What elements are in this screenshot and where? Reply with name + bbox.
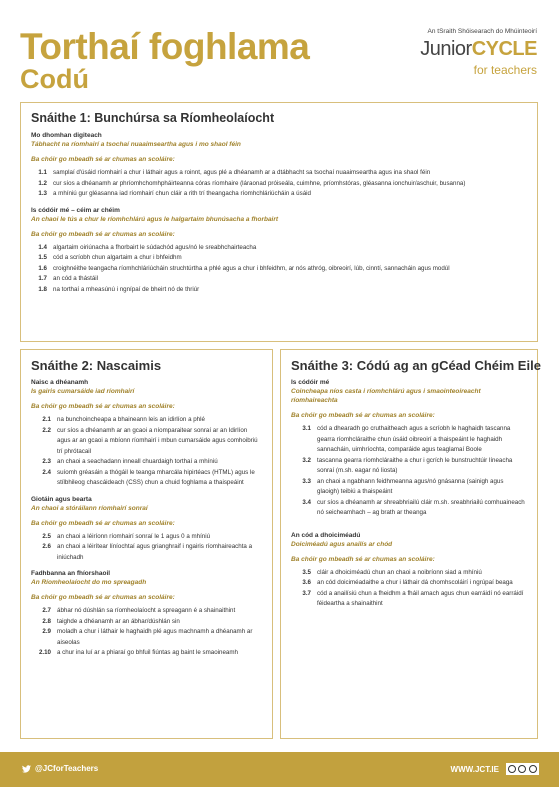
section-heading: Is códóir mé	[291, 379, 330, 386]
section-heading: Naisc a dhéanamh	[31, 379, 89, 386]
outcome-item: 2.7 ábhar nó dúshlán sa ríomheolaíocht a spreagann é a shainaithint	[42, 607, 236, 614]
outcome-item: 1.1 samplaí d'úsáid ríomhairí a chur i láthair agus a roinnt, agus plé a dhéanamh ar a dtábhacht sa tsochaí nuaaimseartha agus ina shaol féin	[38, 169, 431, 176]
website-link[interactable]: WWW.JCT.IE	[450, 765, 499, 774]
page-subtitle: Codú	[20, 64, 89, 94]
outcome-item: 2.10 a chur ina luí ar a phiaraí go bhfuil fiúntas ag baint le smaoineamh	[38, 649, 238, 656]
outcome-item: 3.4 cur síos a dhéanamh ar shreabhriailú cláir m.sh. sreabhriailú comhuaineach nó seicheamhach – ag brath ar theanga	[302, 498, 525, 516]
outcome-item: 1.7 an cód a thástáil	[38, 275, 99, 282]
outcome-item: 2.9 moladh a chur i láthair le haghaidh plé agus machnamh a dhéanamh ar aiseolas	[42, 628, 253, 646]
section-subheading: Is gairis cumarsáide iad ríomhairí	[31, 388, 135, 395]
section-subheading: Tábhacht na ríomhairí a tsochaí nuaaimseartha agus i mo shaol féin	[31, 141, 241, 148]
page-title: Torthaí foghlama	[20, 26, 310, 67]
outcome-item: 2.6 an chaoi a léirítear líníochtaí agus grianghraif i ngairis ríomhaireachta a iniúchadh	[42, 543, 253, 561]
learning-outcomes-heading: Ba chóir go mbeadh sé ar chumas an scoláire:	[31, 156, 175, 163]
outcome-item: 2.4 suíomh gréasáin a thógáil le teanga mharcála hipirtéacs (HTML) agus le stílbhileog chascáideach (CSS) chun a chuid foghlama a thaispeáint	[42, 468, 255, 486]
strand-2-box	[20, 349, 273, 739]
section-heading: Is códóir mé – céim ar chéim	[31, 206, 120, 214]
brand-cycle: CYCLE	[471, 38, 537, 60]
section-heading: Fadhbanna an fhíorshaoil	[31, 570, 111, 577]
outcome-item: 1.5 cód a scríobh chun algartaim a chur i bhfeidhm	[38, 254, 182, 261]
section-subheading: An Ríomheolaíocht do mo spreagadh	[31, 579, 147, 586]
section-subheading: An chaoi a stóráilann ríomhairí sonraí	[31, 504, 148, 512]
twitter-handle-text: @JCforTeachers	[35, 764, 99, 773]
twitter-icon	[22, 765, 31, 773]
section-heading: An cód a dhoiciméadú	[291, 531, 361, 539]
strand-1-box	[20, 102, 538, 342]
section-subheading: Coincheapa níos casta i ríomhchlárú agus i smaointeoireacht ríomhaireachta	[291, 388, 481, 404]
outcome-list	[31, 415, 262, 489]
outcome-list	[31, 168, 527, 200]
strand-1-title: Snáithe 1: Bunchúrsa sa Ríomheolaíocht	[31, 111, 275, 125]
outcome-list	[31, 243, 527, 296]
page-footer	[0, 752, 559, 787]
section-heading: Giotáin agus bearta	[31, 495, 92, 503]
learning-outcomes-heading: Ba chóir go mbeadh sé ar chumas an scoláire:	[31, 403, 175, 410]
learning-outcomes-heading: Ba chóir go mbeadh sé ar chumas an scoláire:	[291, 555, 435, 563]
strand-3-box	[280, 349, 541, 739]
outcome-item: 2.8 taighde a dhéanamh ar an ábhar/dúshlán sin	[42, 617, 180, 625]
learning-outcomes-heading: Ba chóir go mbeadh sé ar chumas an scoláire:	[31, 230, 175, 238]
outcome-item: 1.4 algartaim oiriúnacha a fhorbairt le súdachód agus/nó le sreabhchairteacha	[38, 243, 257, 251]
outcome-item: 3.5 cláir a dhoiciméadú chun an chaoi a noibríonn siad a mhíniú	[302, 568, 482, 576]
learning-outcomes-heading: Ba chóir go mbeadh sé ar chumas an scoláire:	[31, 594, 175, 601]
outcome-item: 3.7 cód a anailísiú chun a fheidhm a fháil amach agus chun earráidí nó earráidí féideartha a shainaithint	[302, 589, 524, 607]
learning-outcomes-heading: Ba chóir go mbeadh sé ar chumas an scoláire:	[291, 412, 435, 419]
outcome-item: 3.6 an cód doiciméadaithe a chur i láthair dá chomhscoláirí i ngrúpaí beaga	[302, 579, 513, 586]
twitter-handle[interactable]	[22, 764, 98, 773]
outcome-item: 1.8 na torthaí a mheasúnú i ngnípaí de bheirt nó de thriúr	[38, 285, 200, 293]
section-subheading: An chaoi le tús a chur le ríomhchlárú agus le halgartaim bhunúsacha a fhorbairt	[31, 215, 279, 223]
outcome-item: 3.1 cód a dhearadh go cruthaitheach agus a scríobh le haghaidh tascanna gearra ríomhcláraithe chun úsáid oibreoirí a thaispeáint le haghaidh sannacháin, uimhríochta, comparáide agus teaglamaí Boole	[302, 425, 511, 453]
strand-3-title: Snáithe 3: Códú ag an gCéad Chéim Eile	[291, 358, 541, 373]
outcome-list	[31, 606, 262, 659]
brand-subtitle: An tSraith Shóisearach do Mhúinteoirí	[427, 28, 537, 35]
brand-tagline: for teachers	[473, 63, 537, 77]
section-heading: Mo dhomhan digiteach	[31, 132, 102, 139]
outcome-list	[291, 424, 527, 519]
strand-2-title: Snáithe 2: Nascaimis	[31, 358, 162, 373]
brand-logo	[420, 38, 537, 61]
page-header	[0, 0, 559, 100]
outcome-item: 2.2 cur síos a dhéanamh ar an gcaoi a níomparaitear sonraí ar an Idirlíon agus ar an gcaoi a mbíonn ríomhairí i mbun cumarsáide agus comhoibriú trí phrótacail	[42, 426, 258, 455]
outcome-item: 2.5 an chaoi a léiríonn ríomhairí sonraí le 1 agus 0 a mhíniú	[42, 532, 211, 540]
outcome-item: 3.2 tascanna gearra ríomhcláraithe a chur i gcrích le bunstruchtúir líneacha sonraí (m.sh. eagar nó liosta)	[302, 456, 513, 474]
creative-commons-icon	[506, 763, 539, 775]
outcome-item: 1.3 a mhíniú gur gléasanna iad ríomhairí chun cláir a rith trí theangacha ríomhchláriúcháin a úsáid	[38, 190, 311, 197]
outcome-item: 2.1 na bunchoincheapa a bhaineann leis an idirlíon a phlé	[42, 416, 205, 423]
section-subheading: Doiciméadú agus anailís ar chód	[291, 540, 393, 548]
outcome-item: 1.6 croighnéithe teangacha ríomhchláriúcháin struchtúrtha a phlé agus a chur i bhfeidhm, ar nós athróg, oibreoirí, lúb, cinntí, sannacháin agus modúl	[38, 264, 450, 272]
outcome-item: 3.3 an chaoi a ngabhann feidhmeanna agus/nó gnásanna (sainigh agus glaoigh) teibiú a thaispeáint	[302, 477, 504, 495]
brand-junior: Junior	[420, 38, 472, 60]
outcome-item: 1.2 cur síos a dhéanamh ar phríomhchomhpháirteanna córas ríomhaire (láraonad próiseála, cuimhne, príomhstóras, gléasanna ionchuir/aschuir, busanna)	[38, 179, 466, 187]
outcome-item: 2.3 an chaoi a seachadann inneall chuardaigh torthaí a mhíniú	[42, 458, 218, 465]
outcome-list	[31, 532, 262, 564]
learning-outcomes-heading: Ba chóir go mbeadh sé ar chumas an scoláire:	[31, 519, 175, 527]
outcome-list	[291, 568, 527, 610]
